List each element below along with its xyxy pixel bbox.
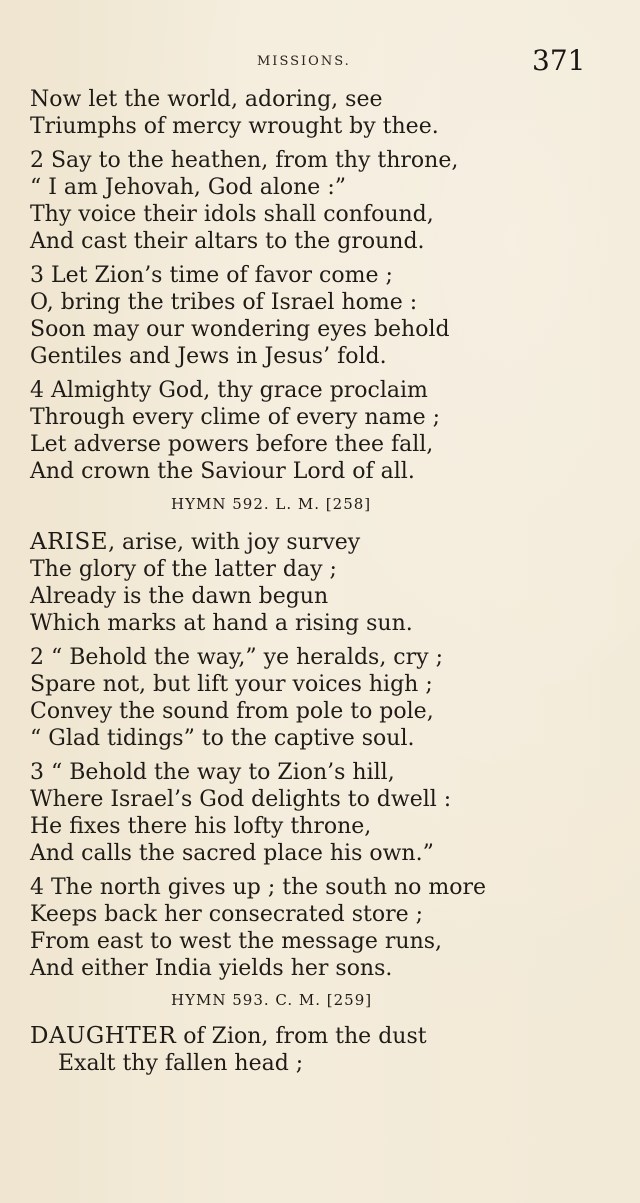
verse-line [30,529,620,556]
verse-line: “ Glad tidings” to the captive soul. [30,726,415,751]
verse-line: 2 Say to the heathen, from thy throne, [30,148,459,173]
stanza [30,759,620,867]
stanza [30,377,620,485]
verse-line: Spare not, but lift your voices high ; [30,672,433,697]
verse-line: From east to west the message runs, [30,929,443,954]
first-line-rest: , arise, with joy survey [108,530,361,555]
verse-line [30,1023,620,1050]
verse-line: Now let the world, adoring, see [30,87,383,112]
verse-line: Through every clime of every name ; [30,405,441,430]
verse-line: Soon may our wondering eyes behold [30,317,450,342]
verse-line: O, bring the tribes of Israel home : [30,290,418,315]
verse-line: 4 The north gives up ; the south no more [30,875,487,900]
first-word: ARISE [30,529,109,555]
verse-line: The glory of the latter day ; [30,557,337,582]
verse-line: Exalt thy fallen head ; [58,1051,304,1076]
stanza [30,874,620,982]
hymn-heading: HYMN 593. C. M. [259] [171,991,373,1009]
continued-hymn [30,86,620,485]
stanza [30,262,620,370]
page-number: 371 [532,44,586,77]
verse-line: And either India yields her sons. [30,956,393,981]
verse-line: 2 “ Behold the way,” ye heralds, cry ; [30,645,443,670]
hymn-593 [30,989,620,1077]
verse-line: Already is the dawn begun [30,584,329,609]
page-header [0,44,640,84]
verse-line: 3 “ Behold the way to Zion’s hill, [30,760,395,785]
verse-line: And cast their altars to the ground. [30,229,425,254]
hymn-heading: HYMN 592. L. M. [258] [171,495,372,513]
verse-line: Triumphs of mercy wrought by thee. [30,114,439,139]
verse-line: Gentiles and Jews in Jesus’ fold. [30,344,387,369]
stanza [30,644,620,752]
running-title: MISSIONS. [257,54,351,69]
verse-line: Keeps back her consecrated store ; [30,902,424,927]
stanza [30,529,620,637]
verse-line: “ I am Jehovah, God alone :” [30,175,346,200]
stanza [30,86,620,140]
verse-line: Thy voice their idols shall confound, [30,202,434,227]
verse-line: And calls the sacred place his own.” [30,841,434,866]
stanza [30,147,620,255]
page-content [30,86,620,1084]
verse-line: Convey the sound from pole to pole, [30,699,434,724]
verse-line: 4 Almighty God, thy grace proclaim [30,378,428,403]
verse-line: Let adverse powers before thee fall, [30,432,434,457]
hymn-592 [30,493,620,982]
verse-line: Where Israel’s God delights to dwell : [30,787,452,812]
first-word: DAUGHTER [30,1023,177,1049]
verse-line: And crown the Saviour Lord of all. [30,459,415,484]
stanza [30,1023,620,1077]
first-line-rest: of Zion, from the dust [176,1024,427,1049]
verse-line: He fixes there his lofty throne, [30,814,372,839]
verse-line: Which marks at hand a rising sun. [30,611,413,636]
verse-line: 3 Let Zion’s time of favor come ; [30,263,393,288]
